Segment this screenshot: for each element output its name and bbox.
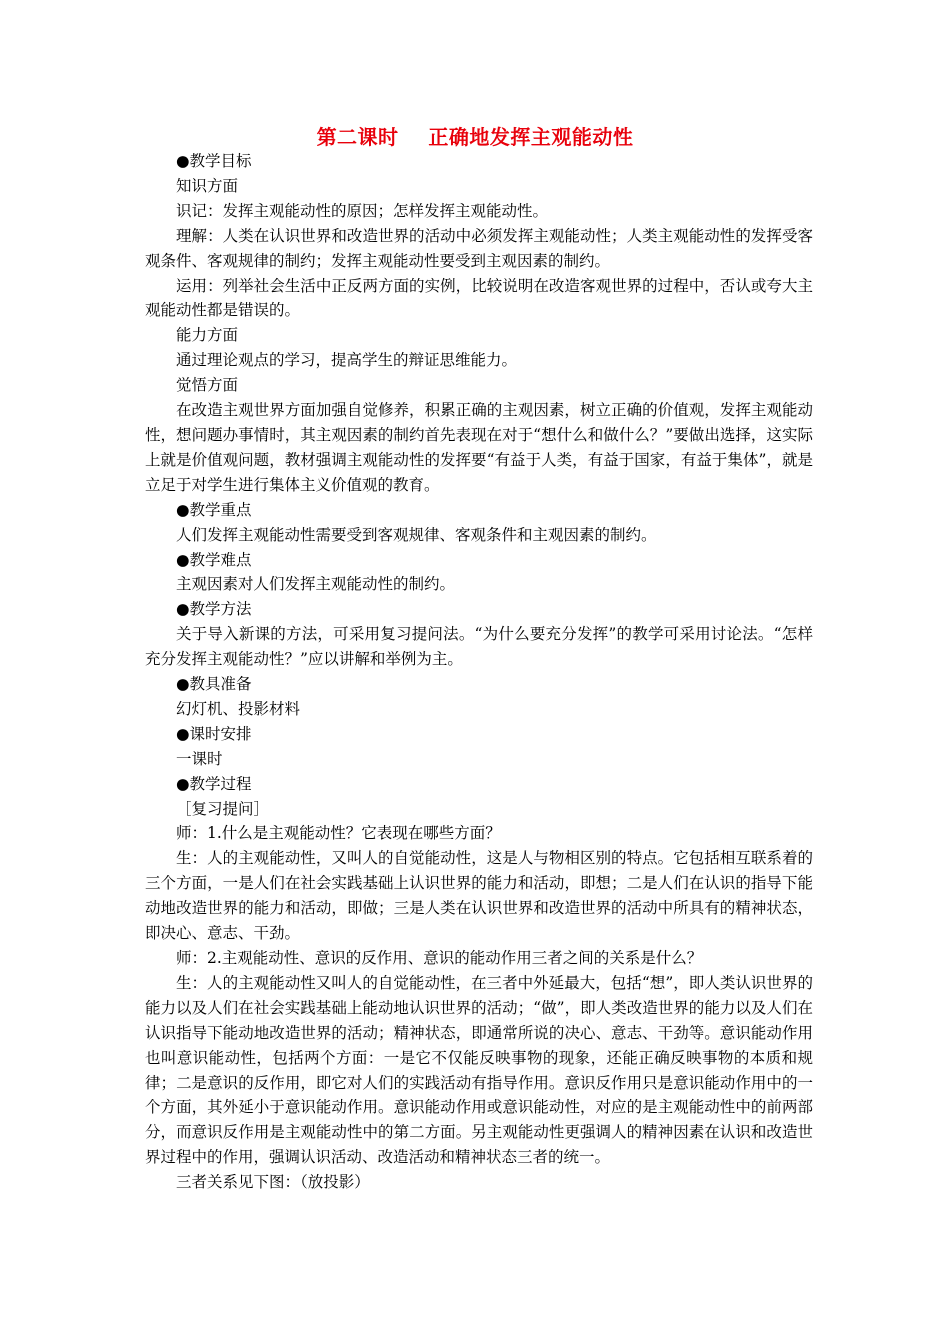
paragraph: 通过理论观点的学习，提高学生的辩证思维能力。 bbox=[176, 351, 518, 370]
section-heading: ●教学方法 bbox=[176, 600, 252, 619]
section-heading: ●课时安排 bbox=[176, 724, 252, 743]
section-heading: ●教学过程 bbox=[176, 774, 252, 793]
section-heading: ●教学难点 bbox=[176, 550, 252, 569]
subsection-heading: 知识方面 bbox=[176, 176, 239, 195]
paragraph: 在改造主观世界方面加强自觉修养，积累正确的主观因素，树立正确的价值观，发挥主观能动性，想问题办事情时，其主观因素的制约首先表现在对于“想什么和做什么？”要做出选择，这实际上就是价值观问题，教材强调主观能动性的发挥要“有益于人类，有益于国家，有益于集体”，就是立足于对学生进行集体主义价值观的教育。 bbox=[145, 401, 813, 494]
paragraph: 关于导入新课的方法，可采用复习提问法。“为什么要充分发挥”的教学可采用讨论法。“怎样充分发挥主观能动性？”应以讲解和举例为主。 bbox=[145, 625, 813, 669]
teacher-question: 师：2.主观能动性、意识的反作用、意识的能动作用三者之间的关系是什么？ bbox=[176, 949, 703, 967]
subsection-heading: ［复习提问］ bbox=[176, 799, 270, 818]
paragraph: 三者关系见下图：（放投影） bbox=[176, 1173, 370, 1192]
document-body bbox=[145, 149, 813, 1195]
section-heading: ●教学目标 bbox=[176, 152, 252, 170]
section-heading: ●教具准备 bbox=[176, 675, 252, 694]
subsection-heading: 能力方面 bbox=[176, 326, 239, 345]
paragraph: 人们发挥主观能动性需要受到客观规律、客观条件和主观因素的制约。 bbox=[176, 525, 657, 544]
paragraph: 一课时 bbox=[176, 749, 223, 768]
subsection-heading: 觉悟方面 bbox=[176, 376, 239, 395]
student-answer: 生：人的主观能动性，又叫人的自觉能动性，这是人与物相区别的特点。它包括相互联系着的三个方面，一是人们在社会实践基础上认识世界的能力和活动，即想；二是人们在认识的指导下能动地改造世界的能力和活动，即做；三是人类在认识世界和改造世界的活动中所具有的精神状态，即决心、意志、干劲。 bbox=[145, 849, 813, 943]
document-title: 第二课时 正确地发挥主观能动性 bbox=[316, 125, 634, 149]
section-heading: ●教学重点 bbox=[176, 500, 252, 519]
paragraph: 幻灯机、投影材料 bbox=[176, 699, 301, 718]
paragraph: 理解：人类在认识世界和改造世界的活动中必须发挥主观能动性；人类主观能动性的发挥受客观条件、客观规律的制约；发挥主观能动性要受到主观因素的制约。 bbox=[145, 226, 813, 270]
teacher-question: 师：1.什么是主观能动性？它表现在哪些方面？ bbox=[176, 824, 501, 843]
paragraph: 识记：发挥主观能动性的原因；怎样发挥主观能动性。 bbox=[176, 201, 549, 220]
paragraph: 运用：列举社会生活中正反两方面的实例，比较说明在改造客观世界的过程中，否认或夸大主观能动性都是错误的。 bbox=[145, 276, 813, 320]
paragraph: 主观因素对人们发挥主观能动性的制约。 bbox=[176, 575, 456, 594]
student-answer: 生：人的主观能动性又叫人的自觉能动性，在三者中外延最大，包括“想”，即人类认识世界的能力以及人们在社会实践基础上能动地认识世界的活动；“做”，即人类改造世界的能力以及人们在认识指导下能动地改造世界的活动；精神状态，即通常所说的决心、意志、干劲等。意识能动作用也叫意识能动性，包括两个方面：一是它不仅能反映事物的现象，还能正确反映事物的本质和规律；二是意识的反作用，即它对人们的实践活动有指导作用。意识反作用只是意识能动作用中的一个方面，其外延小于意识能动作用。意识能动作用或意识能动性，对应的是主观能动性中的前两部分，而意识反作用是主观能动性中的第二方面。另主观能动性更强调人的精神因素在认识和改造世界过程中的作用，强调认识活动、改造活动和精神状态三者的统一。 bbox=[145, 973, 813, 1167]
